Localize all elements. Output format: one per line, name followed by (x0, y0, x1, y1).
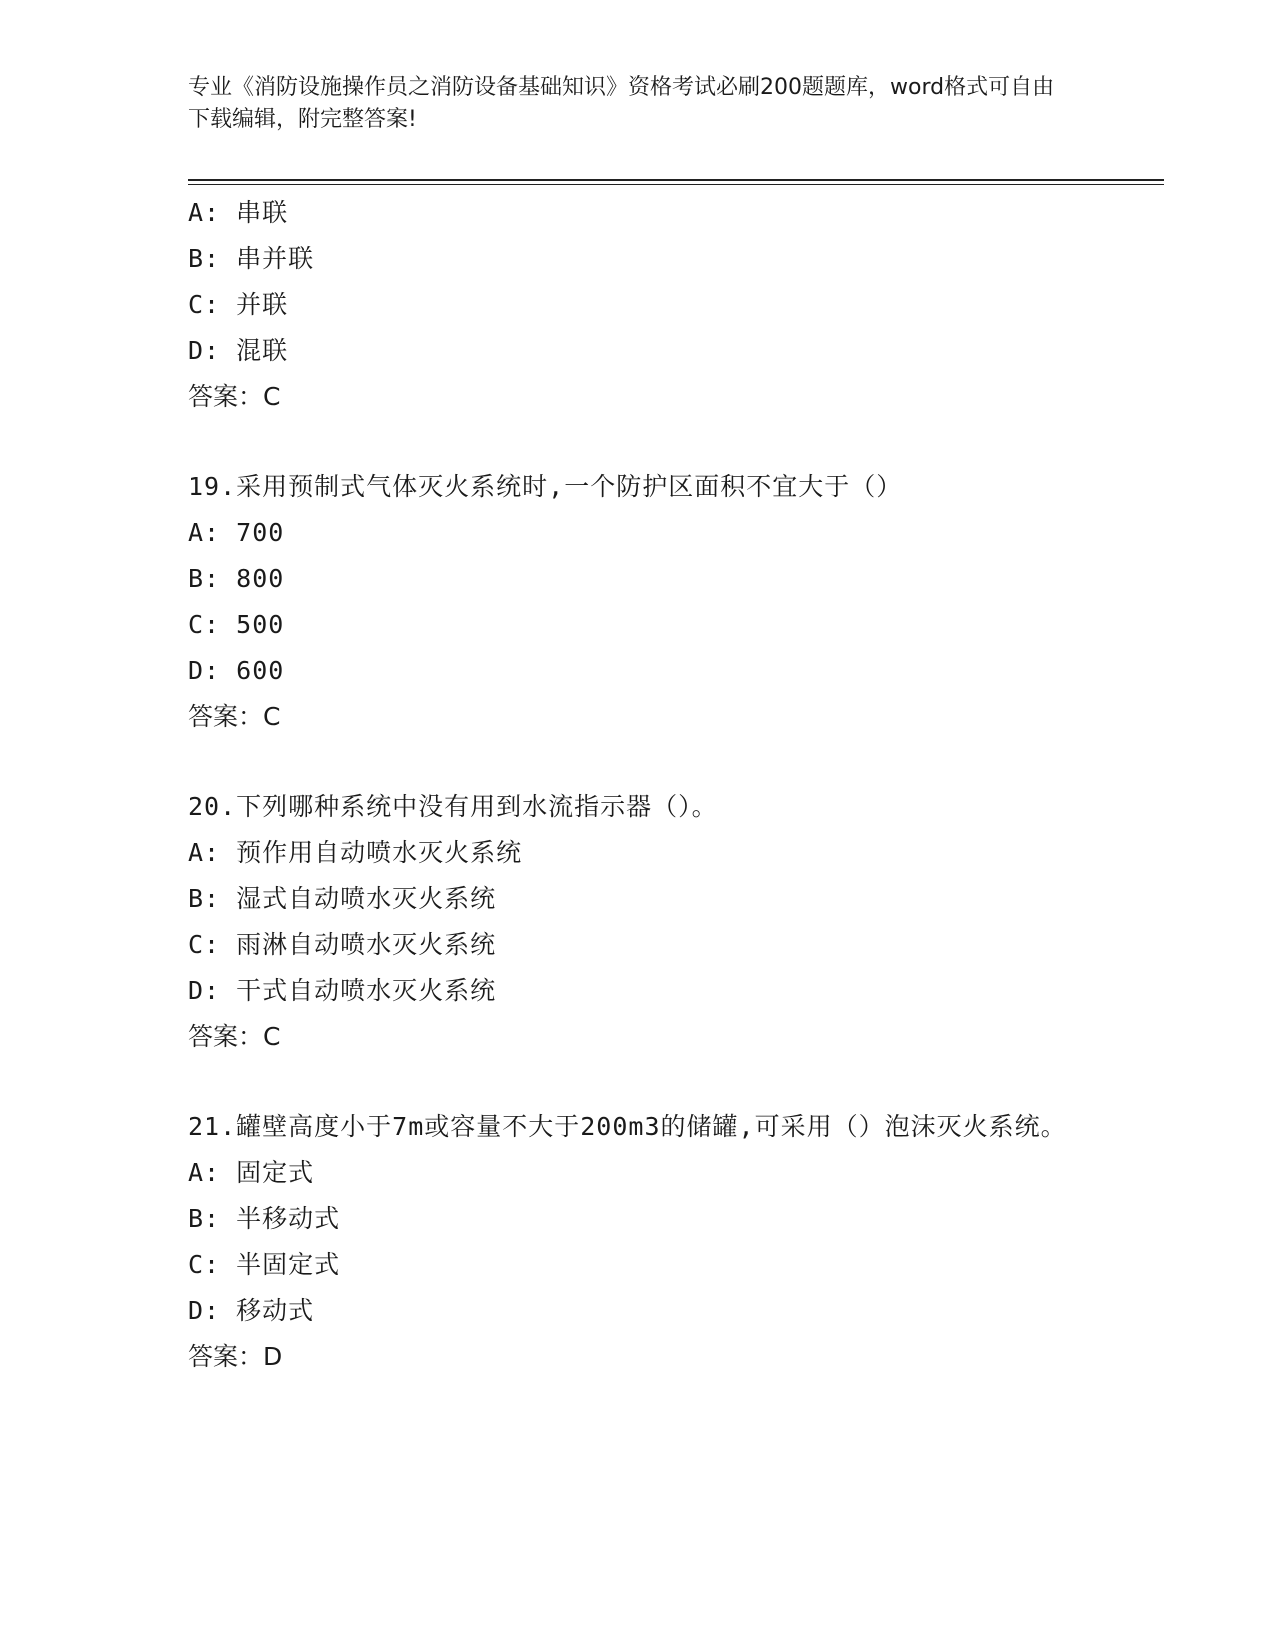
answer-line: 答案：D (188, 1342, 283, 1371)
question-21 (188, 1104, 1088, 1380)
option-c: C: 雨淋自动喷水灭火系统 (188, 930, 497, 959)
spacer (188, 740, 1088, 784)
option-b: B: 800 (188, 564, 285, 593)
question-19 (188, 464, 1088, 740)
question-list (188, 190, 1088, 1380)
option-d: D: 混联 (188, 336, 289, 365)
option-c: C: 并联 (188, 290, 289, 319)
option-d: D: 干式自动喷水灭火系统 (188, 976, 497, 1005)
answer-line: 答案：C (188, 1022, 281, 1051)
question-stem: 20.下列哪种系统中没有用到水流指示器（）。 (188, 792, 718, 821)
header-divider-thin (188, 184, 1164, 185)
option-a: A: 700 (188, 518, 285, 547)
document-header-text: 专业《消防设施操作员之消防设备基础知识》资格考试必刷200题题库，word格式可自由下载编辑，附完整答案! (188, 75, 1055, 132)
option-a: A: 串联 (188, 198, 289, 227)
answer-line: 答案：C (188, 702, 281, 731)
question-20 (188, 784, 1088, 1060)
option-b: B: 串并联 (188, 244, 315, 273)
answer-line: 答案：C (188, 382, 281, 411)
option-c: C: 半固定式 (188, 1250, 341, 1279)
question-stem: 21.罐壁高度小于7m或容量不大于200m3的储罐,可采用（）泡沫灭火系统。 (188, 1112, 1067, 1141)
spacer (188, 1060, 1088, 1104)
option-b: B: 半移动式 (188, 1204, 341, 1233)
option-d: D: 移动式 (188, 1296, 315, 1325)
question-stem: 19.采用预制式气体灭火系统时,一个防护区面积不宜大于（） (188, 472, 903, 501)
option-c: C: 500 (188, 610, 285, 639)
option-d: D: 600 (188, 656, 285, 685)
spacer (188, 420, 1088, 464)
option-a: A: 预作用自动喷水灭火系统 (188, 838, 523, 867)
question-18 (188, 190, 1088, 420)
option-a: A: 固定式 (188, 1158, 315, 1187)
header-divider-thick (188, 179, 1164, 181)
option-b: B: 湿式自动喷水灭火系统 (188, 884, 497, 913)
